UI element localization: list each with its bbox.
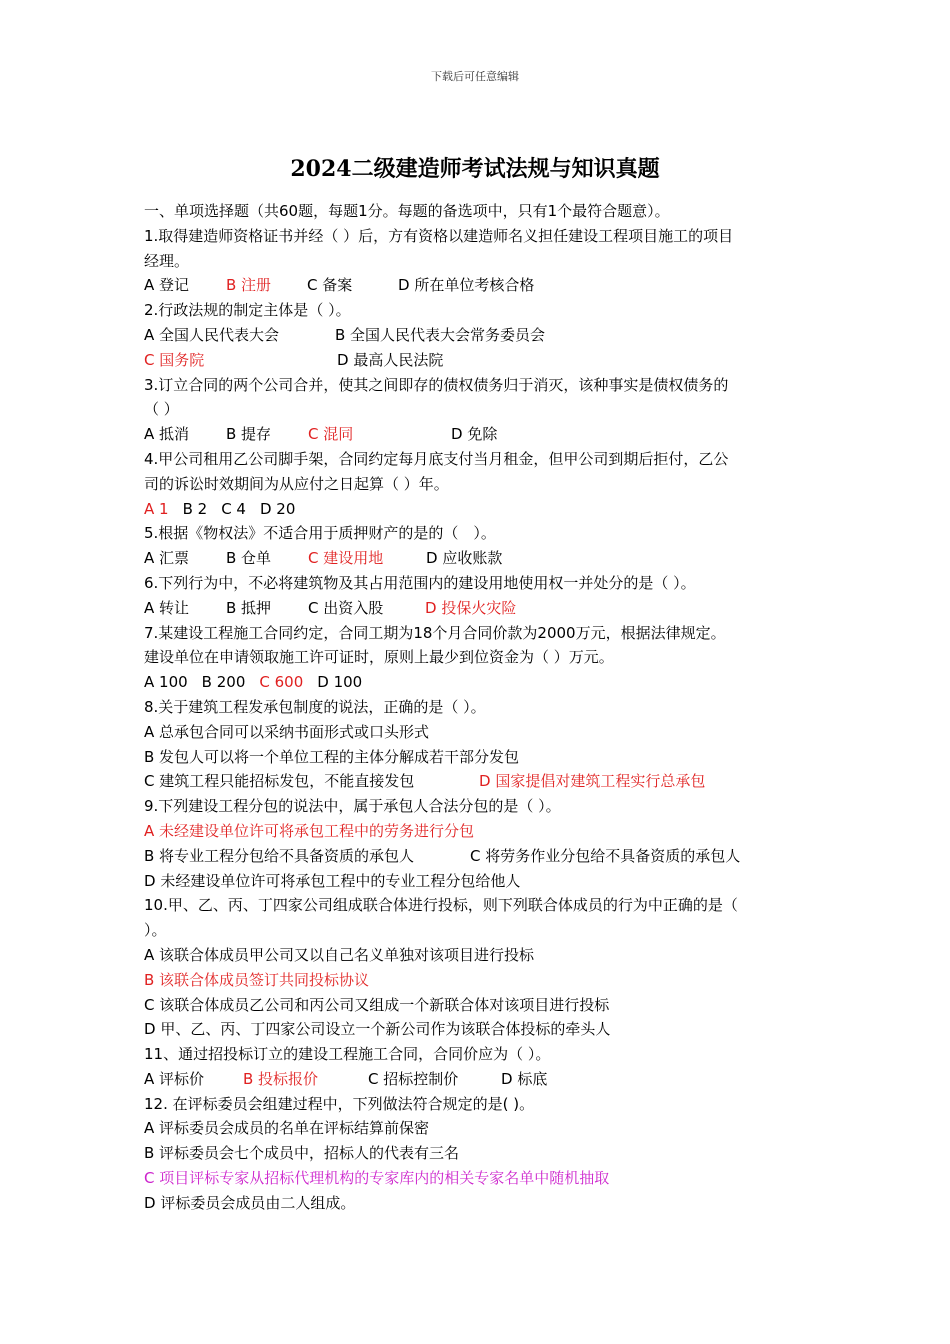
option-a: A 该联合体成员甲公司又以自己名义单独对该项目进行投标: [144, 945, 535, 964]
option-a: A 登记: [144, 276, 190, 295]
option-a: A 汇票: [144, 549, 190, 568]
option-c: C 该联合体成员乙公司和丙公司又组成一个新联合体对该项目进行投标: [144, 995, 610, 1014]
option-d-answer: D 国家提倡对建筑工程实行总承包: [479, 772, 706, 791]
option-a: A 总承包合同可以采纳书面形式或口头形式: [144, 722, 430, 741]
option-a: A 评标价: [144, 1069, 205, 1088]
option-a-answer: A 1: [144, 499, 169, 518]
option-b: B 仓单: [226, 549, 272, 568]
document-body: [144, 199, 809, 1216]
question-4-stem: 司的诉讼时效期间为从应付之日起算（ ）年。: [144, 474, 449, 493]
option-b: B 评标委员会七个成员中，招标人的代表有三名: [144, 1144, 460, 1163]
question-10-stem: 10.甲、乙、丙、丁四家公司组成联合体进行投标，则下列联合体成员的行为中正确的是（: [144, 896, 738, 915]
question-3-options: [144, 422, 809, 447]
option-c: C 建筑工程只能招标发包，不能直接发包: [144, 772, 415, 791]
question-1-options: [144, 273, 809, 298]
option-d: D 标底: [501, 1069, 548, 1088]
option-b-answer: B 该联合体成员签订共同投标协议: [144, 970, 370, 989]
option-c-answer: C 项目评标专家从招标代理机构的专家库内的相关专家名单中随机抽取: [144, 1169, 610, 1188]
option-d: D 评标委员会成员由二人组成。: [144, 1193, 356, 1212]
question-2-options: [144, 348, 809, 373]
option-b: B 抵押: [226, 598, 272, 617]
question-2-options: [144, 323, 809, 348]
option-a: A 抵消: [144, 425, 190, 444]
option-a: A 转让: [144, 598, 190, 617]
question-7-stem: 7.某建设工程施工合同约定，合同工期为18个月合同价款为2000万元，根据法律规定。: [144, 623, 726, 642]
option-c: C 招标控制价: [368, 1069, 459, 1088]
option-c-answer: C 600: [259, 673, 304, 692]
question-6-stem: 6.下列行为中，不必将建筑物及其占用范围内的建设用地使用权一并处分的是（ ）。: [144, 573, 696, 592]
option-d: D 20: [259, 499, 296, 518]
header-note: 下载后可任意编辑: [431, 70, 519, 83]
option-d: D 最高人民法院: [337, 350, 444, 369]
option-b: B 发包人可以将一个单位工程的主体分解成若干部分发包: [144, 747, 520, 766]
question-9-options: [144, 844, 809, 869]
option-c-answer: C 建设用地: [308, 549, 384, 568]
option-c: C 4: [221, 499, 246, 518]
question-2-stem: 2.行政法规的制定主体是（ ）。: [144, 301, 351, 320]
question-7-options: [144, 670, 809, 695]
option-c-answer: C 混同: [308, 425, 354, 444]
option-b: B 全国人民代表大会常务委员会: [335, 325, 546, 344]
option-d-answer: D 投保火灾险: [425, 598, 517, 617]
option-d: D 应收账款: [426, 549, 503, 568]
option-b: B 将专业工程分包给不具备资质的承包人: [144, 846, 415, 865]
question-6-options: [144, 596, 809, 621]
option-c: C 备案: [307, 276, 353, 295]
question-5-options: [144, 546, 809, 571]
question-7-stem: 建设单位在申请领取施工许可证时，原则上最少到位资金为（ ）万元。: [144, 648, 614, 667]
option-d: D 所在单位考核合格: [398, 276, 535, 295]
option-c: C 出资入股: [308, 598, 384, 617]
question-3-stem: （ ）: [144, 400, 179, 419]
question-4-options: [144, 497, 809, 522]
option-a-answer: A 未经建设单位许可将承包工程中的劳务进行分包: [144, 821, 475, 840]
option-b: B 提存: [226, 425, 272, 444]
option-c: C 将劳务作业分包给不具备资质的承包人: [470, 846, 741, 865]
option-c-answer: C 国务院: [144, 350, 205, 369]
document-title: 2024二级建造师考试法规与知识真题: [290, 156, 660, 182]
question-1-stem: 经理。: [144, 251, 190, 270]
option-d: D 未经建设单位许可将承包工程中的专业工程分包给他人: [144, 871, 521, 890]
question-9-stem: 9.下列建设工程分包的说法中，属于承包人合法分包的是（ ）。: [144, 797, 561, 816]
question-5-stem: 5.根据《物权法》不适合用于质押财产的是的（ ）。: [144, 524, 496, 543]
option-b-answer: B 注册: [226, 276, 272, 295]
question-12-stem: 12. 在评标委员会组建过程中，下列做法符合规定的是( )。: [144, 1094, 535, 1113]
option-d: D 甲、乙、丙、丁四家公司设立一个新公司作为该联合体投标的牵头人: [144, 1020, 611, 1039]
question-3-stem: 3.订立合同的两个公司合并，使其之间即存的债权债务归于消灭，该种事实是债权债务的: [144, 375, 729, 394]
option-a: A 100: [144, 673, 188, 692]
question-10-stem: ）。: [144, 921, 167, 940]
option-b: B 2: [182, 499, 208, 518]
question-11-stem: 11、通过招投标订立的建设工程施工合同，合同价应为（ ）。: [144, 1045, 551, 1064]
question-8-stem: 8.关于建筑工程发承包制度的说法，正确的是（ ）。: [144, 697, 486, 716]
question-8-options: [144, 769, 809, 794]
option-a: A 全国人民代表大会: [144, 325, 280, 344]
option-b: B 200: [201, 673, 246, 692]
option-a: A 评标委员会成员的名单在评标结算前保密: [144, 1119, 430, 1138]
option-d: D 免除: [451, 425, 498, 444]
option-b-answer: B 投标报价: [243, 1069, 319, 1088]
section-heading: 一、单项选择题（共60题，每题1分。每题的备选项中，只有1个最符合题意）。: [144, 202, 670, 220]
question-4-stem: 4.甲公司租用乙公司脚手架，合同约定每月底支付当月租金，但甲公司到期后拒付，乙公: [144, 449, 729, 468]
question-11-options: [144, 1067, 809, 1092]
question-1-stem: 1.取得建造师资格证书并经（ ）后，方有资格以建造师名义担任建设工程项目施工的项目: [144, 226, 734, 245]
option-d: D 100: [317, 673, 363, 692]
